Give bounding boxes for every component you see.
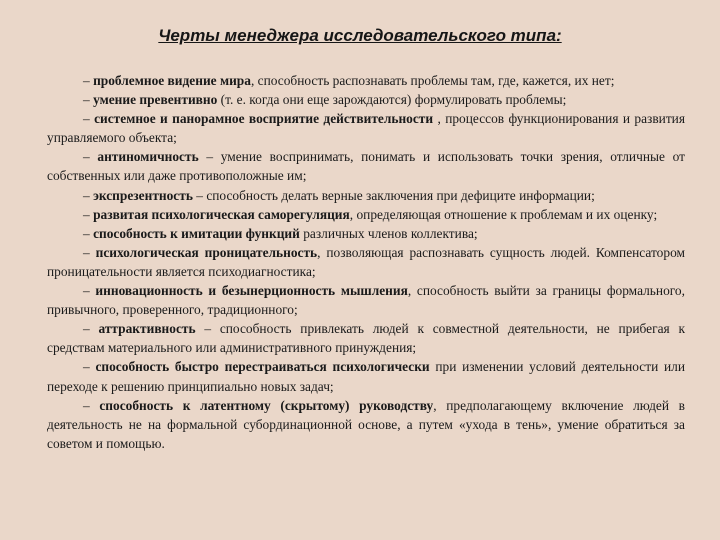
item-dash: – <box>83 244 90 260</box>
item-dash: – <box>83 92 90 108</box>
item-dash: – <box>83 187 90 203</box>
list-item <box>47 205 685 224</box>
item-term: умение превентивно <box>93 92 218 108</box>
item-text: , позволяющая распознавать сущность людей. Компенсатором проницательности является психодиагностика; <box>47 244 685 279</box>
item-term: аттрактивность <box>98 321 196 337</box>
list-item <box>47 147 685 185</box>
item-dash: – <box>83 283 90 299</box>
item-text: – умение воспринимать, понимать и использовать точки зрения, отличные от собственных или даже противоположные им; <box>47 149 685 184</box>
list-item <box>47 396 685 453</box>
item-text: – способность привлекать людей к совместной деятельности, не прибегая к средствам материального или административного принуждения; <box>47 321 686 356</box>
list-item <box>47 224 685 243</box>
list-item <box>47 90 685 109</box>
item-text: , предполагающему включение людей в деятельность не на формальной субординационной основе, а путем «ухода в тень», умение обратиться за советом и помощью. <box>47 397 685 451</box>
list-item <box>47 319 685 357</box>
item-dash: – <box>83 321 90 337</box>
item-term: психологическая проницательность <box>95 244 318 260</box>
item-text: , процессов функционирования и развития управляемого объекта; <box>47 111 685 146</box>
item-text: , определяющая отношение к проблемам и их оценку; <box>349 206 658 222</box>
list-item <box>47 357 685 395</box>
item-term: проблемное видение мира <box>93 73 251 88</box>
list-item <box>47 186 685 205</box>
slide-title: Черты менеджера исследовательского типа: <box>158 26 562 45</box>
item-dash: – <box>83 206 90 222</box>
list-item <box>47 109 685 147</box>
list-item <box>47 243 685 281</box>
item-dash: – <box>83 149 90 165</box>
item-term: развитая психологическая саморегуляция <box>93 206 350 222</box>
item-text: различных членов коллектива; <box>299 225 478 241</box>
item-term: инновационность и безынерционность мышления <box>95 283 408 299</box>
item-text: (т. е. когда они еще зарождаются) формулировать проблемы; <box>217 92 567 108</box>
item-term: способность быстро перестраиваться психологически <box>95 359 430 375</box>
item-text: – способность делать верные заключения при дефиците информации; <box>192 187 595 203</box>
list-item <box>47 281 685 319</box>
item-dash: – <box>83 359 90 375</box>
item-text: , способность распознавать проблемы там, где, кажется, их нет; <box>250 73 615 88</box>
item-dash: – <box>83 397 90 413</box>
item-term: способность к латентному (скрытому) руководству <box>99 397 434 413</box>
item-text: при изменении условий деятельности или переходе к решению принципиально новых задач; <box>47 359 685 394</box>
item-term: способность к имитации функций <box>93 225 300 241</box>
item-term: системное и панорамное восприятие действительности <box>94 111 434 127</box>
item-dash: – <box>83 111 90 127</box>
list-item <box>47 71 685 90</box>
item-term: экспрезентность <box>93 187 193 203</box>
item-dash: – <box>83 225 90 241</box>
item-dash: – <box>83 73 90 88</box>
traits-list <box>47 71 685 453</box>
item-term: антиномичность <box>97 149 199 165</box>
item-text: , способность выйти за границы формального, привычного, проверенного, традиционного; <box>47 283 685 318</box>
